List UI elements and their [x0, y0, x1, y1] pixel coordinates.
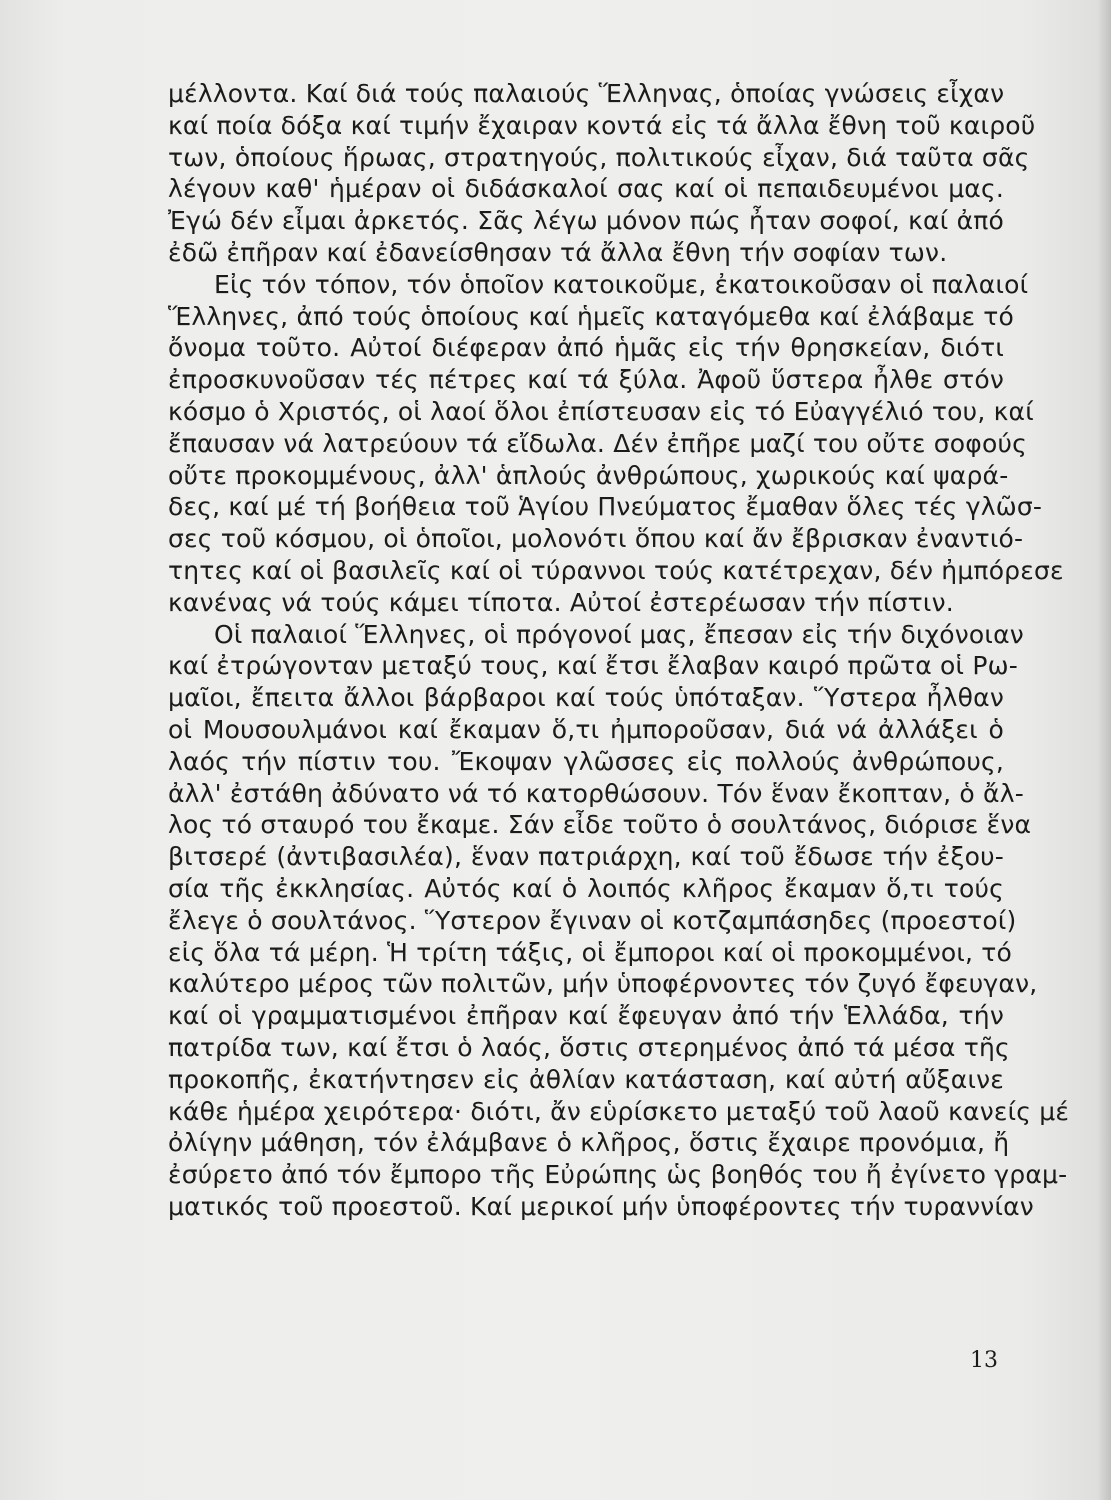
text-line: ἀλλ' ἐστάθη ἀδύνατο νά τό κατορθώσουν. Τόν ἕναν ἔκοπταν, ὁ ἄλ- — [168, 778, 1024, 808]
text-line: Εἰς τόν τόπον, τόν ὁποῖον κατοικοῦμε, ἐκατοικοῦσαν οἱ παλαιοί — [214, 269, 1029, 299]
text-line: Οἱ παλαιοί Ἕλληνες, οἱ πρόγονοί μας, ἔπεσαν εἰς τήν διχόνοιαν — [214, 619, 1024, 649]
page-edge-shadow — [1097, 0, 1111, 1500]
text-line: λος τό σταυρό του ἔκαμε. Σάν εἶδε τοῦτο ὁ σουλτάνος, διόρισε ἕνα — [168, 810, 1032, 840]
text-line: μέλλοντα. Καί διά τούς παλαιούς Ἕλληνας, ὁποίας γνώσεις εἶχαν — [168, 79, 1005, 108]
page-number: 13 — [970, 1348, 998, 1373]
text-line: ἐπροσκυνοῦσαν τές πέτρες καί τά ξύλα. Ἀφοῦ ὕστερα ἦλθε στόν — [168, 365, 1004, 395]
text-line: λέγουν καθ' ἡμέραν οἱ διδάσκαλοί σας καί οἱ πεπαιδευμένοι μας. — [168, 174, 1004, 204]
text-line: κάθε ἡμέρα χειρότερα· διότι, ἄν εὑρίσκετο μεταξύ τοῦ λαοῦ κανείς μέ — [168, 1096, 1070, 1126]
text-line: καί οἱ γραμματισμένοι ἐπῆραν καί ἔφευγαν ἀπό τήν Ἑλλάδα, τήν — [168, 1001, 1004, 1031]
text-line: καί ποία δόξα καί τιμήν ἔχαιραν κοντά εἰς τά ἄλλα ἔθνη τοῦ καιροῦ — [168, 110, 1036, 140]
text-line: σία τῆς ἐκκλησίας. Αὐτός καί ὁ λοιπός κλῆρος ἔκαμαν ὅ,τι τούς — [168, 873, 1004, 903]
text-line: οὔτε προκομμένους, ἀλλ' ἁπλούς ἀνθρώπους, χωρικούς καί ψαρά- — [168, 460, 1009, 490]
text-line: ἐσύρετο ἀπό τόν ἔμπορο τῆς Εὐρώπης ὡς βοηθός του ἤ ἐγίνετο γραμ- — [168, 1160, 1068, 1190]
text-line: ἐδῶ ἐπῆραν καί ἐδανείσθησαν τά ἄλλα ἔθνη τήν σοφίαν των. — [168, 237, 948, 267]
text-line: λαός τήν πίστιν του. Ἔκοψαν γλῶσσες εἰς πολλούς ἀνθρώπους, — [168, 746, 1004, 776]
body-text — [168, 78, 1070, 1223]
text-line: βιτσερέ (ἀντιβασιλέα), ἕναν πατριάρχη, καί τοῦ ἔδωσε τήν ἐξου- — [168, 842, 1004, 872]
text-line: ἔλεγε ὁ σουλτάνος. Ὕστερον ἔγιναν οἱ κοτζαμπάσηδες (προεστοί) — [168, 905, 1017, 935]
text-line: Ἐγώ δέν εἶμαι ἀρκετός. Σᾶς λέγω μόνον πώς ἦταν σοφοί, καί ἀπό — [168, 206, 1004, 236]
text-line: πατρίδα των, καί ἔτσι ὁ λαός, ὅστις στερημένος ἀπό τά μέσα τῆς — [168, 1032, 1010, 1062]
text-line: καί ἐτρώγονταν μεταξύ τους, καί ἔτσι ἔλαβαν καιρό πρῶτα οἱ Ρω- — [168, 651, 1018, 681]
text-line: ὄνομα τοῦτο. Αὐτοί διέφεραν ἀπό ἡμᾶς εἰς τήν θρησκείαν, διότι — [168, 333, 1004, 363]
text-line: δες, καί μέ τή βοήθεια τοῦ Ἁγίου Πνεύματος ἔμαθαν ὅλες τές γλῶσ- — [168, 492, 1043, 522]
text-line: οἱ Μουσουλμάνοι καί ἔκαμαν ὅ,τι ἠμποροῦσαν, διά νά ἀλλάξει ὁ — [168, 714, 1004, 744]
text-line: τητες καί οἱ βασιλεῖς καί οἱ τύραννοι τούς κατέτρεχαν, δέν ἠμπόρεσε — [168, 555, 1064, 585]
text-line: ὀλίγην μάθηση, τόν ἐλάμβανε ὁ κλῆρος, ὅστις ἔχαιρε προνόμια, ἤ — [168, 1128, 1010, 1158]
text-line: Ἕλληνες, ἀπό τούς ὁποίους καί ἡμεῖς καταγόμεθα καί ἐλάβαμε τό — [168, 301, 1015, 331]
text-line: μαῖοι, ἔπειτα ἄλλοι βάρβαροι καί τούς ὑπόταξαν. Ὕστερα ἦλθαν — [168, 683, 1004, 713]
text-line: κανένας νά τούς κάμει τίποτα. Αὐτοί ἐστερέωσαν τήν πίστιν. — [168, 587, 954, 617]
text-line: προκοπῆς, ἐκατήντησεν εἰς ἀθλίαν κατάσταση, καί αὐτή αὔξαινε — [168, 1064, 1004, 1094]
text-line: κόσμο ὁ Χριστός, οἱ λαοί ὅλοι ἐπίστευσαν εἰς τό Εὐαγγέλιό του, καί — [168, 396, 1034, 426]
text-line: ματικός τοῦ προεστοῦ. Καί μερικοί μήν ὑποφέροντες τήν τυραννίαν — [168, 1191, 1034, 1221]
text-line: εἰς ὅλα τά μέρη. Ἡ τρίτη τάξις, οἱ ἔμποροι καί οἱ προκομμένοι, τό — [168, 937, 1013, 967]
text-line: καλύτερο μέρος τῶν πολιτῶν, μήν ὑποφέρνοντες τόν ζυγό ἔφευγαν, — [168, 969, 1038, 999]
text-line: ἔπαυσαν νά λατρεύουν τά εἴδωλα. Δέν ἐπῆρε μαζί του οὔτε σοφούς — [168, 428, 1027, 458]
text-line: σες τοῦ κόσμου, οἱ ὁποῖοι, μολονότι ὅπου καί ἄν ἔβρισκαν ἐναντιό- — [168, 524, 1024, 554]
text-line: των, ὁποίους ἥρωας, στρατηγούς, πολιτικούς εἶχαν, διά ταῦτα σᾶς — [168, 142, 1030, 172]
